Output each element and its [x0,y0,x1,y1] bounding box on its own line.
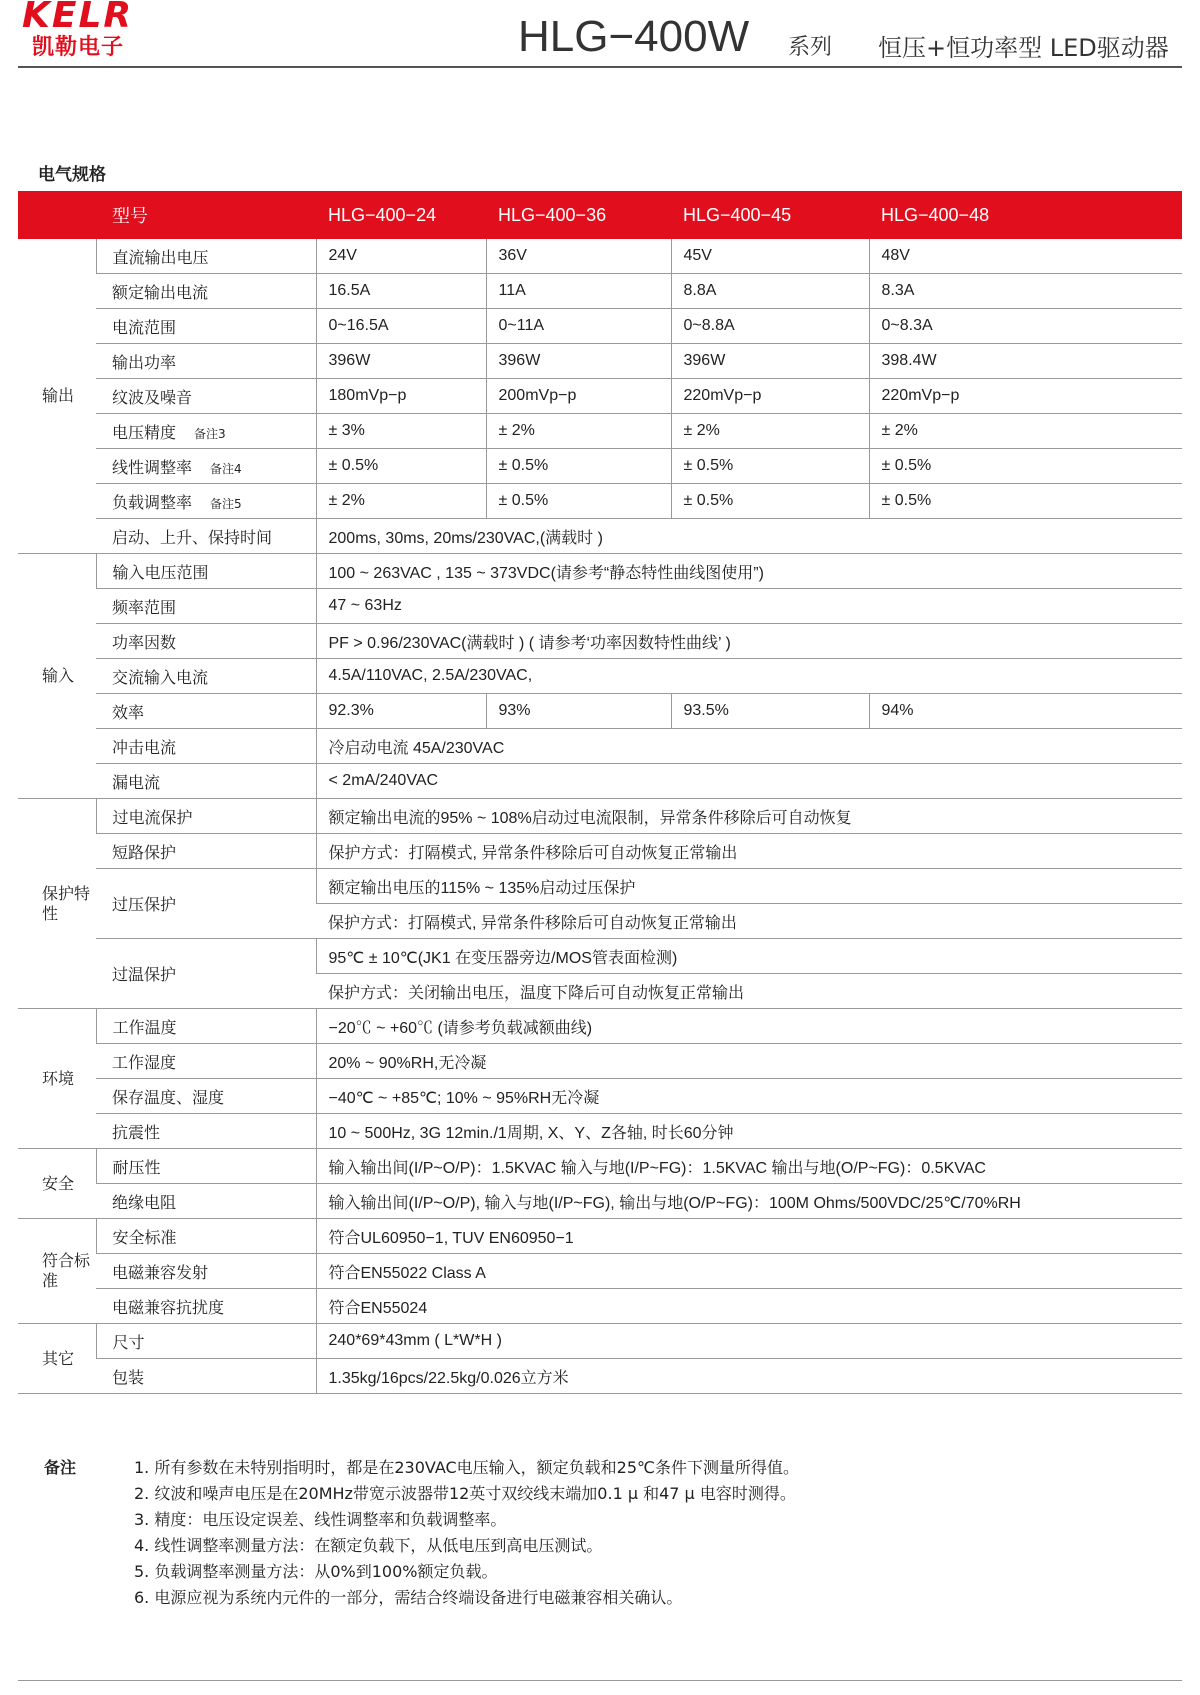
table-row [18,1219,1182,1254]
param-label: 保存温度、湿度 [96,1079,316,1114]
value-cell: 200mVp−p [486,379,671,414]
value-cell: 8.3A [869,274,1182,309]
param-label: 直流输出电压 [96,239,316,274]
table-row [18,939,1182,974]
param-label: 交流输入电流 [96,659,316,694]
table-row [18,694,1182,729]
value-cell: 396W [316,344,486,379]
param-label: 功率因数 [96,624,316,659]
value-cell: ± 2% [486,414,671,449]
value-cell: −40℃ ~ +85℃; 10% ~ 95%RH无冷凝 [316,1079,1182,1114]
value-cell: 1.35kg/16pcs/22.5kg/0.026立方米 [316,1359,1182,1394]
value-cell: 符合EN55022 Class A [316,1254,1182,1289]
value-cell: ± 0.5% [869,449,1182,484]
value-cell: 240*69*43mm ( L*W*H ) [316,1324,1182,1359]
category-other: 其它 [18,1324,96,1394]
value-cell: 0~11A [486,309,671,344]
category-compliance: 符合标准 [18,1219,96,1324]
param-label [96,449,316,484]
header-model: HLG−400−48 [869,191,1182,239]
spec-table [18,191,1182,1394]
param-label: 工作温度 [96,1009,316,1044]
value-cell: 16.5A [316,274,486,309]
value-cell: ± 0.5% [671,484,869,519]
param-label: 耐压性 [96,1149,316,1184]
param-label: 工作湿度 [96,1044,316,1079]
value-cell: ± 0.5% [486,449,671,484]
value-cell: 4.5A/110VAC, 2.5A/230VAC, [316,659,1182,694]
value-cell: 93.5% [671,694,869,729]
param-label: 包装 [96,1359,316,1394]
table-row [18,834,1182,869]
value-cell: 94% [869,694,1182,729]
note-item: 5. 负载调整率测量方法：从0%到100%额定负载。 [134,1562,498,1581]
note-item: 1. 所有参数在未特别指明时，都是在230VAC电压输入，额定负载和25℃条件下测量所得值。 [134,1458,799,1477]
table-row [18,1009,1182,1044]
param-label [96,484,316,519]
table-row [18,1359,1182,1394]
note-ref: 备注4 [210,461,242,476]
param-label: 绝缘电阻 [96,1184,316,1219]
value-cell: ± 0.5% [671,449,869,484]
section-title: 电气规格 [38,165,106,185]
table-row [18,274,1182,309]
header-model-label: 型号 [96,191,316,239]
table-row [18,309,1182,344]
notes-label: 备注 [44,1458,77,1477]
table-row [18,869,1182,904]
series-label: 系列 [788,35,833,60]
header-model: HLG−400−45 [671,191,869,239]
value-cell: ± 2% [671,414,869,449]
value-cell: ± 0.5% [316,449,486,484]
value-cell: ± 3% [316,414,486,449]
header-divider [18,66,1182,68]
table-row [18,519,1182,554]
category-output: 输出 [18,239,96,554]
param-label: 过电流保护 [96,799,316,834]
table-row [18,379,1182,414]
value-cell: −20℃ ~ +60℃ (请参考负载减额曲线) [316,1009,1182,1044]
value-cell: < 2mA/240VAC [316,764,1182,799]
value-cell: 0~8.8A [671,309,869,344]
param-label: 漏电流 [96,764,316,799]
note-item: 2. 纹波和噪声电压是在20MHz带宽示波器带12英寸双绞线末端加0.1 μ 和47 μ 电容时测得。 [134,1484,796,1503]
note-item: 6. 电源应视为系统内元件的一部分，需结合终端设备进行电磁兼容相关确认。 [134,1588,683,1607]
footer-divider [18,1680,1182,1681]
value-cell: 保护方式：关闭输出电压，温度下降后可自动恢复正常输出 [316,974,1182,1009]
value-cell: 92.3% [316,694,486,729]
value-cell: 48V [869,239,1182,274]
table-row [18,729,1182,764]
value-cell: 输入输出间(I/P~O/P)：1.5KVAC 输入与地(I/P~FG)：1.5KVAC 输出与地(O/P~FG)：0.5KVAC [316,1149,1182,1184]
table-row [18,624,1182,659]
value-cell: 符合EN55024 [316,1289,1182,1324]
value-cell: 93% [486,694,671,729]
param-label: 频率范围 [96,589,316,624]
value-cell: ± 2% [316,484,486,519]
param-label: 安全标准 [96,1219,316,1254]
value-cell: 45V [671,239,869,274]
value-cell: 保护方式：打隔模式, 异常条件移除后可自动恢复正常输出 [316,834,1182,869]
param-label: 纹波及噪音 [96,379,316,414]
param-label: 尺寸 [96,1324,316,1359]
category-environment: 环境 [18,1009,96,1149]
value-cell: 0~8.3A [869,309,1182,344]
param-label: 额定输出电流 [96,274,316,309]
param-label: 电磁兼容抗扰度 [96,1289,316,1324]
param-label: 电磁兼容发射 [96,1254,316,1289]
value-cell: 220mVp−p [671,379,869,414]
param-label: 启动、上升、保持时间 [96,519,316,554]
param-text: 负载调整率 [112,492,193,512]
category-safety: 安全 [18,1149,96,1219]
logo-chinese: 凯勒电子 [32,35,125,60]
value-cell: ± 0.5% [869,484,1182,519]
table-row [18,414,1182,449]
table-row [18,589,1182,624]
param-label: 抗震性 [96,1114,316,1149]
param-label [96,414,316,449]
table-row [18,554,1182,589]
value-cell: 398.4W [869,344,1182,379]
value-cell: 200ms, 30ms, 20ms/230VAC,(满载时 ) [316,519,1182,554]
value-cell: 额定输出电流的95% ~ 108%启动过电流限制，异常条件移除后可自动恢复 [316,799,1182,834]
value-cell: 396W [671,344,869,379]
value-cell: 47 ~ 63Hz [316,589,1182,624]
param-label: 短路保护 [96,834,316,869]
category-input: 输入 [18,554,96,799]
table-row [18,764,1182,799]
value-cell: 95℃ ± 10℃(JK1 在变压器旁边/MOS管表面检测) [316,939,1182,974]
value-cell: 11A [486,274,671,309]
table-row [18,1289,1182,1324]
note-item: 3. 精度：电压设定误差、线性调整率和负载调整率。 [134,1510,507,1529]
table-row [18,1184,1182,1219]
table-row [18,1254,1182,1289]
table-row [18,1044,1182,1079]
header-model: HLG−400−24 [316,191,486,239]
table-row [18,449,1182,484]
value-cell: 冷启动电流 45A/230VAC [316,729,1182,764]
value-cell: 36V [486,239,671,274]
value-cell: 符合UL60950−1, TUV EN60950−1 [316,1219,1182,1254]
table-row [18,659,1182,694]
value-cell: 保护方式：打隔模式, 异常条件移除后可自动恢复正常输出 [316,904,1182,939]
table-header-row [18,191,1182,239]
table-row [18,1114,1182,1149]
table-row [18,239,1182,274]
param-label: 输入电压范围 [96,554,316,589]
header-model: HLG−400−36 [486,191,671,239]
table-row [18,1324,1182,1359]
notes-list [134,1455,799,1611]
value-cell: PF > 0.96/230VAC(满载时 ) ( 请参考‘功率因数特性曲线’ ) [316,624,1182,659]
table-row [18,1079,1182,1114]
param-label: 电流范围 [96,309,316,344]
value-cell: 输入输出间(I/P~O/P), 输入与地(I/P~FG), 输出与地(O/P~FG)：100M Ohms/500VDC/25℃/70%RH [316,1184,1182,1219]
value-cell: 220mVp−p [869,379,1182,414]
value-cell: ± 2% [869,414,1182,449]
value-cell: 20% ~ 90%RH,无冷凝 [316,1044,1182,1079]
category-protection: 保护特性 [18,799,96,1009]
logo-text: KELR [22,0,134,36]
param-text: 电压精度 [112,422,177,442]
value-cell: ± 0.5% [486,484,671,519]
page-header [18,0,1180,68]
value-cell: 8.8A [671,274,869,309]
value-cell: 10 ~ 500Hz, 3G 12min./1周期, X、Y、Z各轴, 时长60分钟 [316,1114,1182,1149]
table-row [18,799,1182,834]
value-cell: 100 ~ 263VAC , 135 ~ 373VDC(请参考“静态特性曲线图使用”) [316,554,1182,589]
value-cell: 396W [486,344,671,379]
note-item: 4. 线性调整率测量方法：在额定负载下，从低电压到高电压测试。 [134,1536,603,1555]
note-ref: 备注3 [194,426,226,441]
param-label: 过压保护 [96,869,316,939]
brand-logo [22,0,182,60]
table-row [18,1149,1182,1184]
model-title: HLG−400W [518,12,750,61]
value-cell: 180mVp−p [316,379,486,414]
param-label: 冲击电流 [96,729,316,764]
param-text: 线性调整率 [112,457,193,477]
table-row [18,344,1182,379]
table-row [18,484,1182,519]
value-cell: 24V [316,239,486,274]
param-label: 过温保护 [96,939,316,1009]
param-label: 输出功率 [96,344,316,379]
value-cell: 额定输出电压的115% ~ 135%启动过压保护 [316,869,1182,904]
note-ref: 备注5 [210,496,242,511]
value-cell: 0~16.5A [316,309,486,344]
header-blank [18,191,96,239]
product-subtitle: 恒压+恒功率型 LED驱动器 [878,34,1169,62]
param-label: 效率 [96,694,316,729]
